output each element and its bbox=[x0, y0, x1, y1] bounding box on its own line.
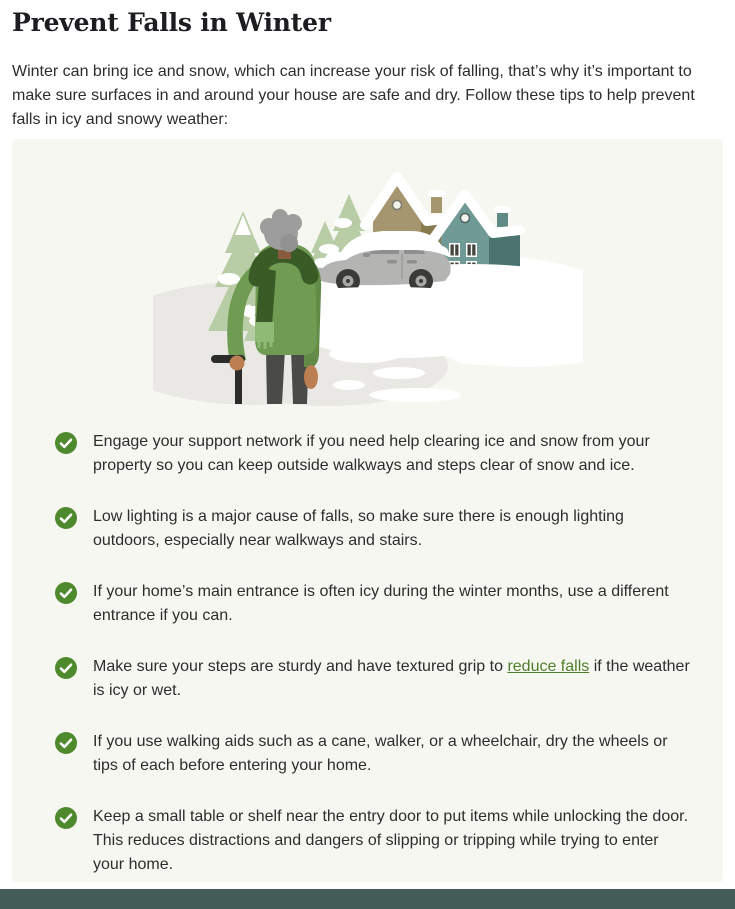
tip-text: If you use walking aids such as a cane, walker, or a wheelchair, dry the wheels or tips of each before entering your home. bbox=[93, 733, 668, 774]
content-card bbox=[12, 139, 723, 882]
tip-text: Make sure your steps are sturdy and have textured grip to reduce falls if the weather is icy or wet. bbox=[93, 658, 690, 699]
tip-text: Low lighting is a major cause of falls, so make sure there is enough lighting outdoors, especially near walkways and stairs. bbox=[93, 508, 624, 549]
tip-item bbox=[55, 655, 691, 703]
tip-item bbox=[55, 805, 691, 877]
check-icon bbox=[55, 657, 77, 679]
check-icon bbox=[55, 807, 77, 829]
check-icon bbox=[55, 732, 77, 754]
page-title: Prevent Falls in Winter bbox=[12, 8, 331, 37]
tips-list bbox=[12, 430, 723, 877]
tip-text: Keep a small table or shelf near the entry door to put items while unlocking the door. This reduces distractions and dangers of slipping or tripping while trying to enter your home. bbox=[93, 808, 689, 873]
footer-bar bbox=[0, 889, 735, 909]
tip-item bbox=[55, 430, 691, 478]
tip-item bbox=[55, 505, 691, 553]
tip-text: If your home’s main entrance is often icy during the winter months, use a different entrance if you can. bbox=[93, 583, 669, 624]
reduce-falls-link[interactable]: reduce falls bbox=[507, 658, 590, 675]
tip-item bbox=[55, 730, 691, 778]
check-icon bbox=[55, 432, 77, 454]
check-icon bbox=[55, 582, 77, 604]
intro-paragraph: Winter can bring ice and snow, which can increase your risk of falling, that’s why it’s important to make sure surfaces in and around your house are safe and dry. Follow these tips to help prevent falls in icy and snowy weather: bbox=[12, 63, 695, 128]
tip-text: Engage your support network if you need help clearing ice and snow from your property so you can keep outside walkways and steps clear of snow and ice. bbox=[93, 433, 650, 474]
check-icon bbox=[55, 507, 77, 529]
tip-item bbox=[55, 580, 691, 628]
winter-scene-illustration bbox=[153, 161, 583, 416]
article-page bbox=[0, 8, 735, 882]
